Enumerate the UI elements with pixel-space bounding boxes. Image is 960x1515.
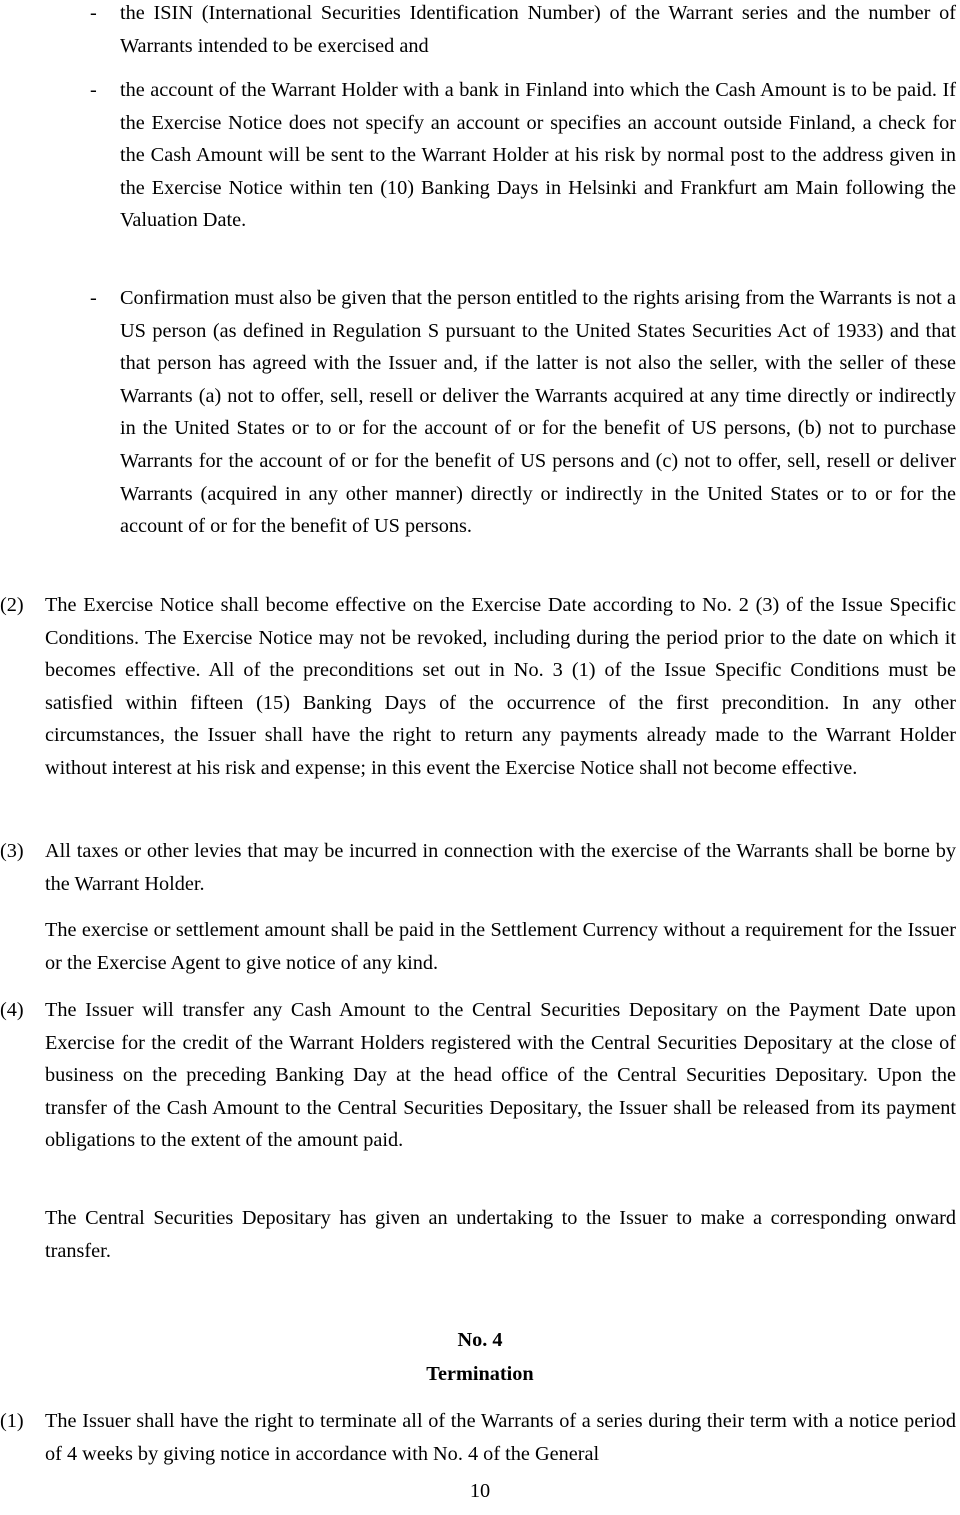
onward-transfer-paragraph: The Central Securities Depositary has given an undertaking to the Issuer to make a corresponding onward transfer. bbox=[45, 1207, 956, 1262]
bullet-confirmation-text: Confirmation must also be given that the person entitled to the rights arising from the Warrants is not a US person (as defined in Regulation S pursuant to the United States Securities Act of 1933) and that that person has agreed with the Issuer and, if the latter is not also the seller, with the seller of these Warrants (a) not to offer, sell, resell or deliver the Warrants acquired at any time directly or indirectly in the United States or to or for the account of or for the benefit of US persons, (b) not to purchase Warrants for the account of or for the benefit of US persons and (c) not to offer, sell, resell or deliver Warrants (acquired in any other manner) directly or indirectly in the United States or to or for the account of or for the benefit of US persons. bbox=[120, 287, 956, 538]
section-2-text: The Exercise Notice shall become effective on the Exercise Date according to No. 2 (3) of the Issue Specific Conditions. The Exercise Notice may not be revoked, including during the period prior to the date on which it becomes effective. All of the preconditions set out in No. 3 (1) of the Issue Specific Conditions must be satisfied within fifteen (15) Banking Days of the occurrence of the first precondition. In any other circumstances, the Issuer shall have the right to return any payments already made to the Warrant Holder without interest at his risk and expense; in this event the Exercise Notice shall not become effective. bbox=[45, 594, 956, 779]
settlement-paragraph: The exercise or settlement amount shall be paid in the Settlement Currency without a requirement for the Issuer or the Exercise Agent to give notice of any kind. bbox=[45, 919, 956, 974]
section-number: (1) bbox=[0, 1410, 24, 1432]
bullet-marker: - bbox=[90, 2, 97, 24]
bullet-marker: - bbox=[90, 287, 97, 309]
section-number: (2) bbox=[0, 594, 24, 616]
section-4-text: The Issuer will transfer any Cash Amount to the Central Securities Depositary on the Payment Date upon Exercise for the credit of the Warrant Holders registered with the Central Securities Depositary at the close of business on the preceding Banking Day at the head office of the Central Securities Depositary. Upon the transfer of the Cash Amount to the Central Securities Depositary, the Issuer shall be released from its payment obligations to the extent of the amount paid. bbox=[45, 999, 956, 1152]
bullet-isin-text: the ISIN (International Securities Identification Number) of the Warrant series and the number of Warrants intended to be exercised and bbox=[120, 2, 956, 57]
section-3-text: All taxes or other levies that may be incurred in connection with the exercise of the Warrants shall be borne by the Warrant Holder. bbox=[45, 840, 956, 895]
page-number: 10 bbox=[469, 1480, 491, 1502]
section-heading-number: No. 4 bbox=[457, 1329, 503, 1351]
section-heading-title: Termination bbox=[426, 1363, 534, 1385]
termination-1-text: The Issuer shall have the right to terminate all of the Warrants of a series during their term with a notice period of 4 weeks by giving notice in accordance with No. 4 of the General bbox=[45, 1410, 956, 1465]
section-number: (4) bbox=[0, 999, 24, 1021]
section-number: (3) bbox=[0, 840, 24, 862]
bullet-marker: - bbox=[90, 79, 97, 101]
bullet-account-text: the account of the Warrant Holder with a bank in Finland into which the Cash Amount is to be paid. If the Exercise Notice does not specify an account or specifies an account outside Finland, a check for the Cash Amount will be sent to the Warrant Holder at his risk by normal post to the address given in the Exercise Notice within ten (10) Banking Days in Helsinki and Frankfurt am Main following the Valuation Date. bbox=[120, 79, 956, 232]
